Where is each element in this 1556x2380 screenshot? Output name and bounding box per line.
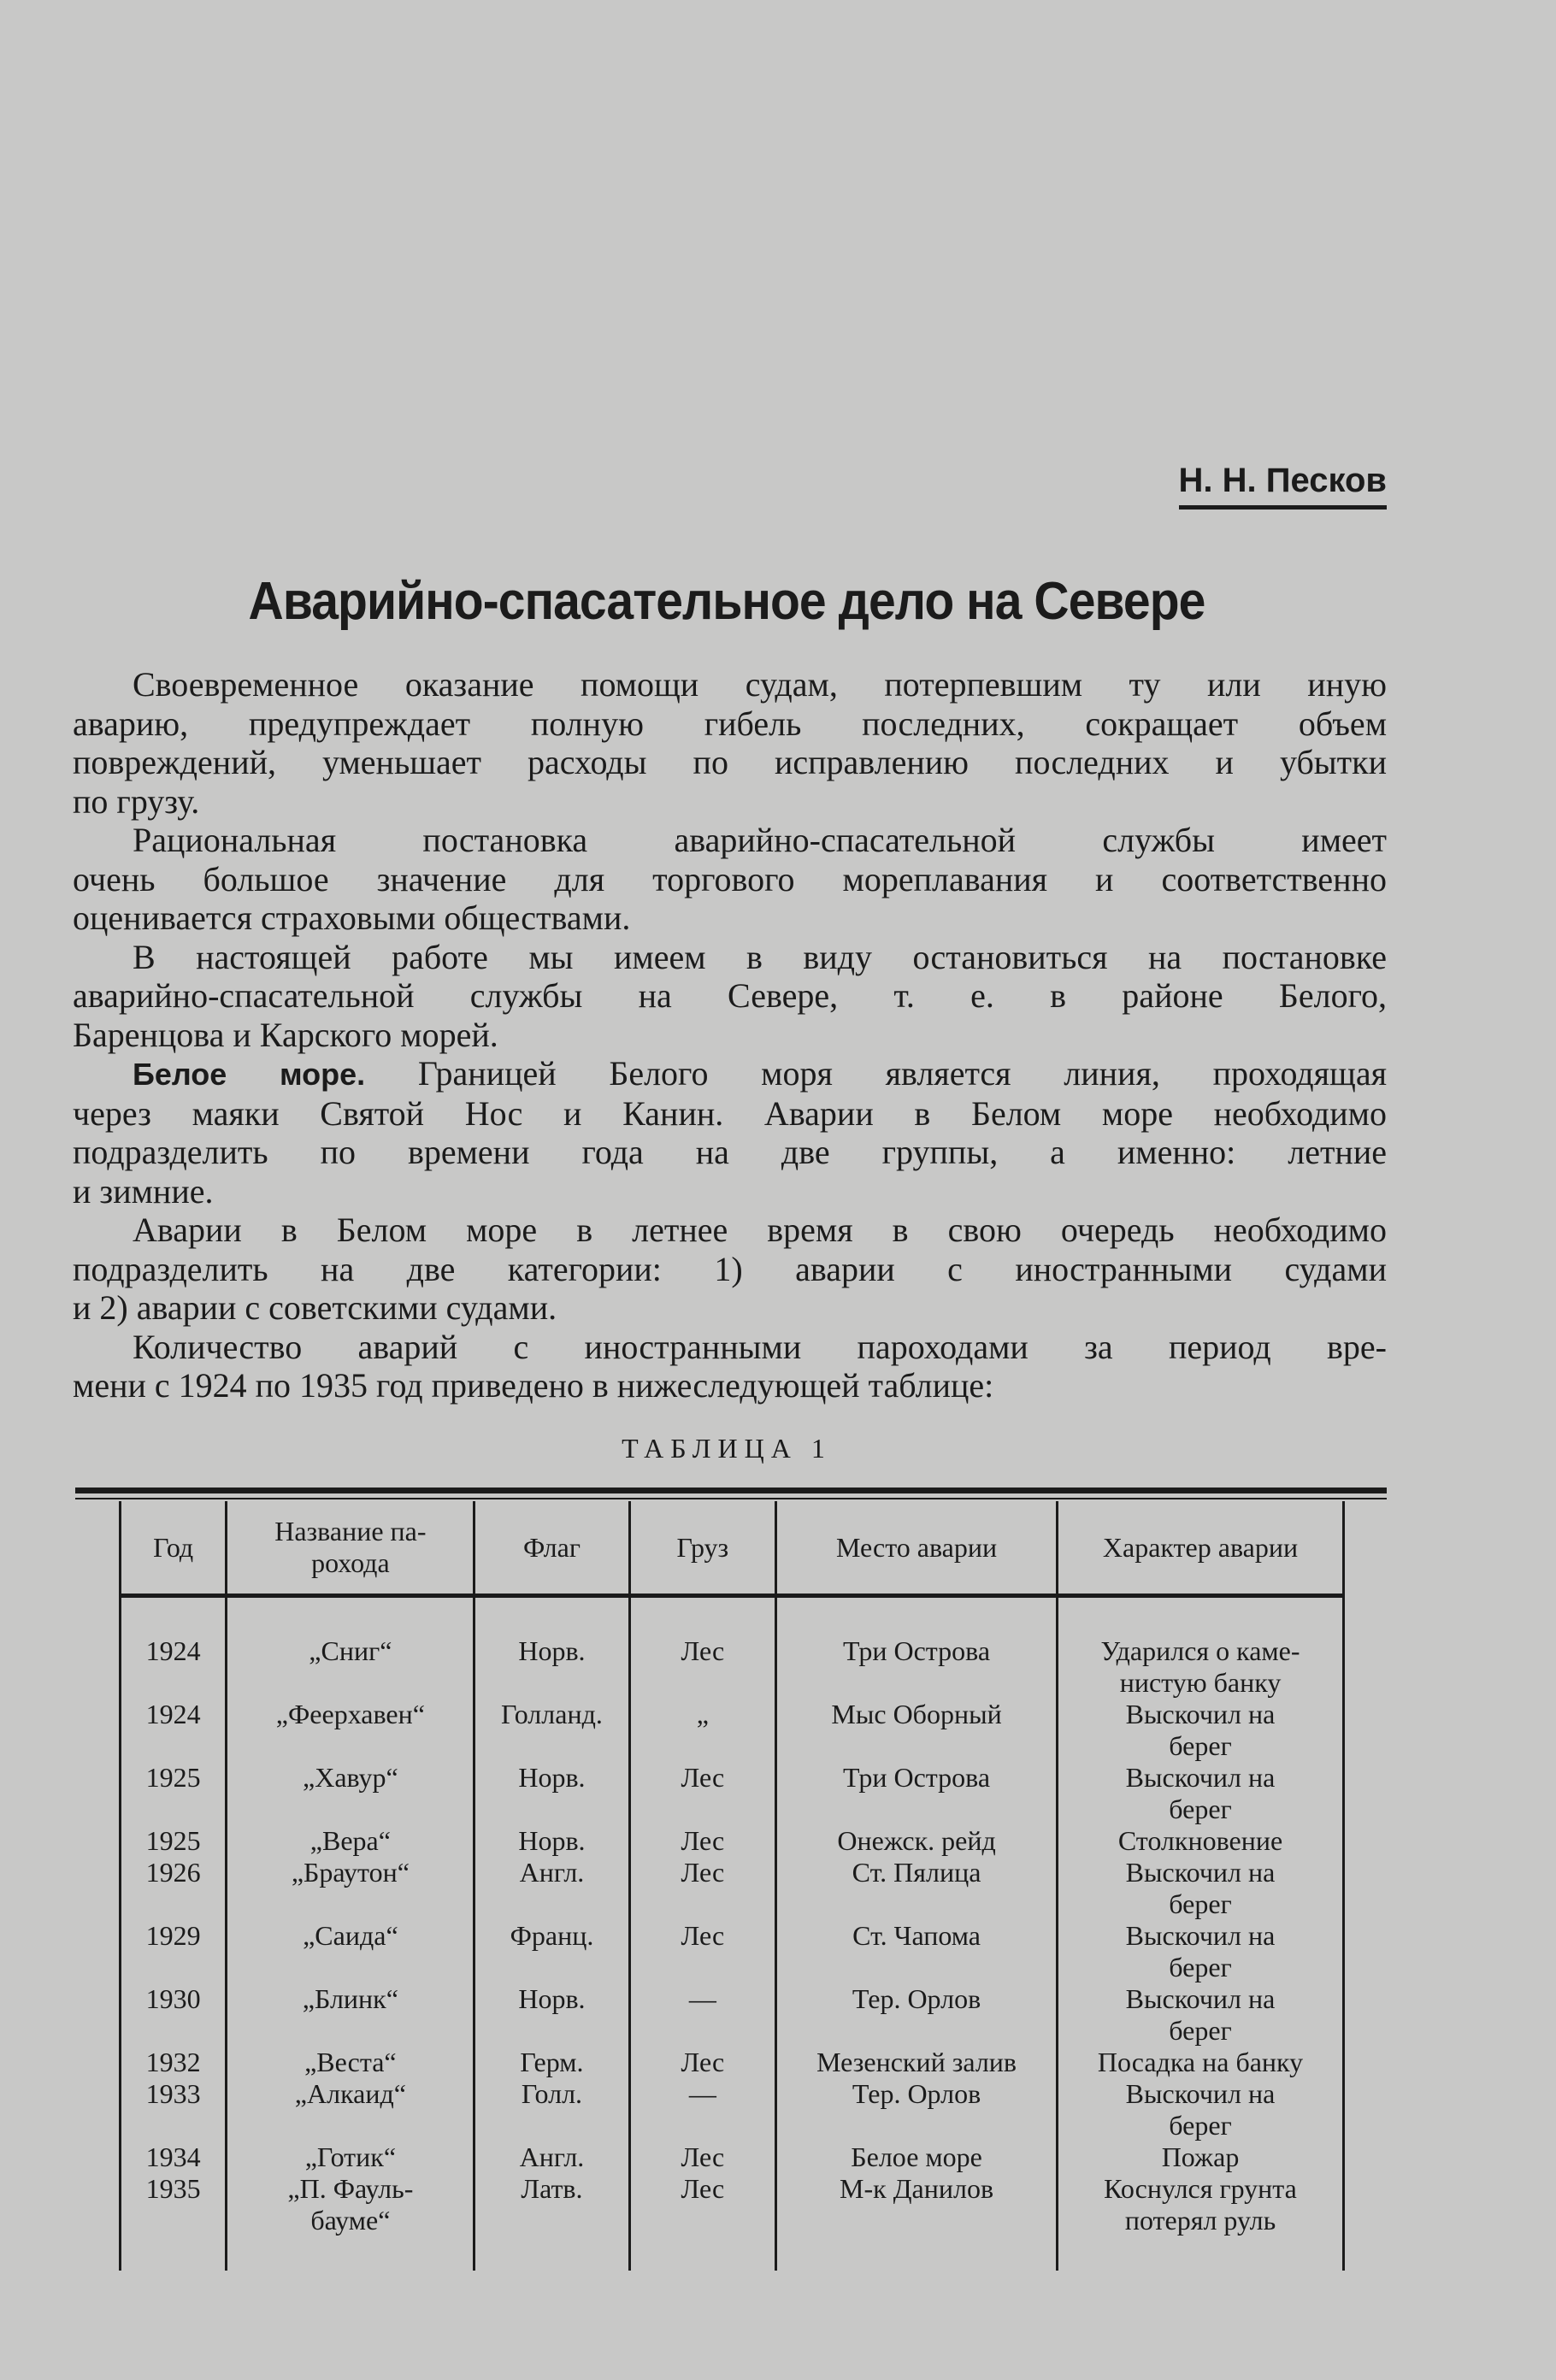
table-cell: „Веста“ (227, 2047, 474, 2078)
paragraph-line (73, 898, 1387, 938)
table-cell: Выскочил на берег (1058, 1699, 1344, 1762)
paragraph-line (73, 938, 1387, 977)
table-row (121, 1699, 1344, 1762)
table-cell: „Готик“ (227, 2141, 474, 2173)
line-text: В настоящей работе мы имеем в виду остановиться на постановке (133, 937, 1387, 976)
table-cell: „Блинк“ (227, 1983, 474, 2047)
table-cell: Три Острова (776, 1596, 1058, 1700)
table-cell: Норв. (474, 1596, 629, 1700)
table-row (121, 1762, 1344, 1825)
table-cell: 1934 (121, 2141, 227, 2173)
paragraph-line (73, 1288, 1387, 1328)
table-cell: Мезенский залив (776, 2047, 1058, 2078)
column-header: Название па- рохода (227, 1501, 474, 1596)
paragraph-line (73, 743, 1387, 782)
accidents-table (119, 1501, 1345, 2271)
table-cell: Мыс Оборный (776, 1699, 1058, 1762)
line-text: Баренцова и Карского морей. (73, 1015, 498, 1054)
table-cell: Выскочил на берег (1058, 1762, 1344, 1825)
line-text: через маяки Святой Нос и Канин. Аварии в Белом море необходимо (73, 1093, 1387, 1133)
column-header: Место аварии (776, 1501, 1058, 1596)
table-cell: Выскочил на берег (1058, 1983, 1344, 2047)
table-cell: Лес (629, 1825, 776, 1857)
paragraph-line (73, 1016, 1387, 1055)
paragraph-line (73, 1054, 1387, 1094)
table-cell: Лес (629, 1857, 776, 1920)
table-cell: Франц. (474, 1920, 629, 1983)
table-row (121, 1825, 1344, 1857)
line-text: Количество аварий с иностранными пароходами за период вре- (133, 1327, 1387, 1366)
line-text: аварию, предупреждает полную гибель последних, сокращает объем (73, 704, 1387, 743)
paragraph-line (73, 1133, 1387, 1172)
table-cell: Столкновение (1058, 1825, 1344, 1857)
paragraph-line (73, 976, 1387, 1016)
table-cell: Ст. Пялица (776, 1857, 1058, 1920)
table-cell: Тер. Орлов (776, 2078, 1058, 2141)
section-lead: Белое море. (133, 1057, 366, 1092)
table-cell: Посадка на банку (1058, 2047, 1344, 2078)
table-cell: „Хавур“ (227, 1762, 474, 1825)
table-cell: Норв. (474, 1983, 629, 2047)
table-cell: 1929 (121, 1920, 227, 1983)
paragraph-line (73, 1211, 1387, 1250)
table-cell: Лес (629, 1762, 776, 1825)
table-row (121, 1596, 1344, 1700)
table-caption: ТАБЛИЦА 1 (622, 1433, 832, 1464)
line-text: очень большое значение для торгового мореплавания и соответственно (73, 859, 1387, 898)
table-cell: Норв. (474, 1762, 629, 1825)
table-cell: — (629, 1983, 776, 2047)
line-text: мени с 1924 по 1935 год приведено в нижеследующей таблице: (73, 1366, 994, 1405)
table-cell: — (629, 2078, 776, 2141)
article-body (73, 665, 1387, 1405)
table-row (121, 1983, 1344, 2047)
table-cell: Выскочил на берег (1058, 1920, 1344, 1983)
table-cell: Ст. Чапома (776, 1920, 1058, 1983)
column-header: Год (121, 1501, 227, 1596)
table-cell: Тер. Орлов (776, 1983, 1058, 2047)
table-cell: Коснулся грунта потерял руль (1058, 2173, 1344, 2271)
table-cell: Лес (629, 2141, 776, 2173)
table-cell: 1935 (121, 2173, 227, 2271)
table-cell: Латв. (474, 2173, 629, 2271)
table-cell: Белое море (776, 2141, 1058, 2173)
paragraph-line (73, 665, 1387, 704)
table-cell: 1926 (121, 1857, 227, 1920)
paragraph-line (73, 860, 1387, 899)
table-cell: Выскочил на берег (1058, 1857, 1344, 1920)
paragraph-line (73, 782, 1387, 822)
line-text: аварийно-спасательной службы на Севере, т. е. в районе Белого, (73, 976, 1387, 1015)
table-cell: Пожар (1058, 2141, 1344, 2173)
paragraph-line (73, 1328, 1387, 1367)
table-cell: 1933 (121, 2078, 227, 2141)
table-cell: 1930 (121, 1983, 227, 2047)
table-row (121, 1920, 1344, 1983)
table-cell: „Феерхавен“ (227, 1699, 474, 1762)
table-cell: „Вера“ (227, 1825, 474, 1857)
table-cell: Голл. (474, 2078, 629, 2141)
line-text: Своевременное оказание помощи судам, потерпевшим ту или иную (133, 665, 1387, 704)
table-row (121, 2141, 1344, 2173)
table-cell: Англ. (474, 2141, 629, 2173)
table-cell: Голланд. (474, 1699, 629, 1762)
paragraph-line (73, 1172, 1387, 1211)
line-text: оценивается страховыми обществами. (73, 898, 631, 937)
table-cell: 1925 (121, 1825, 227, 1857)
line-text: подразделить на две категории: 1) аварии с иностранными судами (73, 1249, 1387, 1288)
line-text: Рациональная постановка аварийно-спасательной службы имеет (133, 821, 1387, 859)
line-text: подразделить по времени года на две группы, а именно: летние (73, 1133, 1387, 1171)
column-header: Характер аварии (1058, 1501, 1344, 1596)
table-header-row (121, 1501, 1344, 1596)
table-cell: 1925 (121, 1762, 227, 1825)
table-cell: Англ. (474, 1857, 629, 1920)
line-text: Аварии в Белом море в летнее время в свою очередь необходимо (133, 1211, 1387, 1249)
table-cell: Герм. (474, 2047, 629, 2078)
table-cell: „Саида“ (227, 1920, 474, 1983)
article-title: Аварийно-спасательное дело на Севере (248, 572, 1205, 631)
table-cell: 1932 (121, 2047, 227, 2078)
line-text: по грузу. (73, 781, 200, 821)
table-cell: 1924 (121, 1596, 227, 1700)
paragraph-line (73, 821, 1387, 860)
line-text: и 2) аварии с советскими судами. (73, 1288, 557, 1327)
table-cell: Лес (629, 1596, 776, 1700)
table-top-rule (75, 1488, 1387, 1493)
paragraph-line (73, 1250, 1387, 1289)
line-text: повреждений, уменьшает расходы по исправлению последних и убытки (73, 743, 1387, 781)
paragraph-line (73, 1094, 1387, 1134)
column-header: Флаг (474, 1501, 629, 1596)
table-cell: Онежск. рейд (776, 1825, 1058, 1857)
table-cell: Лес (629, 2047, 776, 2078)
table-cell: „П. Фауль- баумe“ (227, 2173, 474, 2271)
table-cell: Три Острова (776, 1762, 1058, 1825)
author-name: Н. Н. Песков (1179, 462, 1387, 510)
table-cell: Ударился о каме- нистую банку (1058, 1596, 1344, 1700)
paragraph-line (73, 704, 1387, 744)
column-header: Груз (629, 1501, 776, 1596)
table-row (121, 2078, 1344, 2141)
table-cell: „Алкаид“ (227, 2078, 474, 2141)
table-top-rule-thin (75, 1498, 1387, 1499)
table-cell: Лес (629, 1920, 776, 1983)
table-cell: Норв. (474, 1825, 629, 1857)
paragraph-line (73, 1366, 1387, 1405)
table-row (121, 2173, 1344, 2271)
line-text: Границей Белого моря является линия, проходящая (417, 1054, 1388, 1093)
table-row (121, 1857, 1344, 1920)
table-cell: 1924 (121, 1699, 227, 1762)
table-cell: М-к Данилов (776, 2173, 1058, 2271)
table-cell: Лес (629, 2173, 776, 2271)
table-cell: „Браутон“ (227, 1857, 474, 1920)
table-row (121, 2047, 1344, 2078)
table-cell: „Сниг“ (227, 1596, 474, 1700)
table-cell: „ (629, 1699, 776, 1762)
line-text: и зимние. (73, 1171, 214, 1211)
table-cell: Выскочил на берег (1058, 2078, 1344, 2141)
